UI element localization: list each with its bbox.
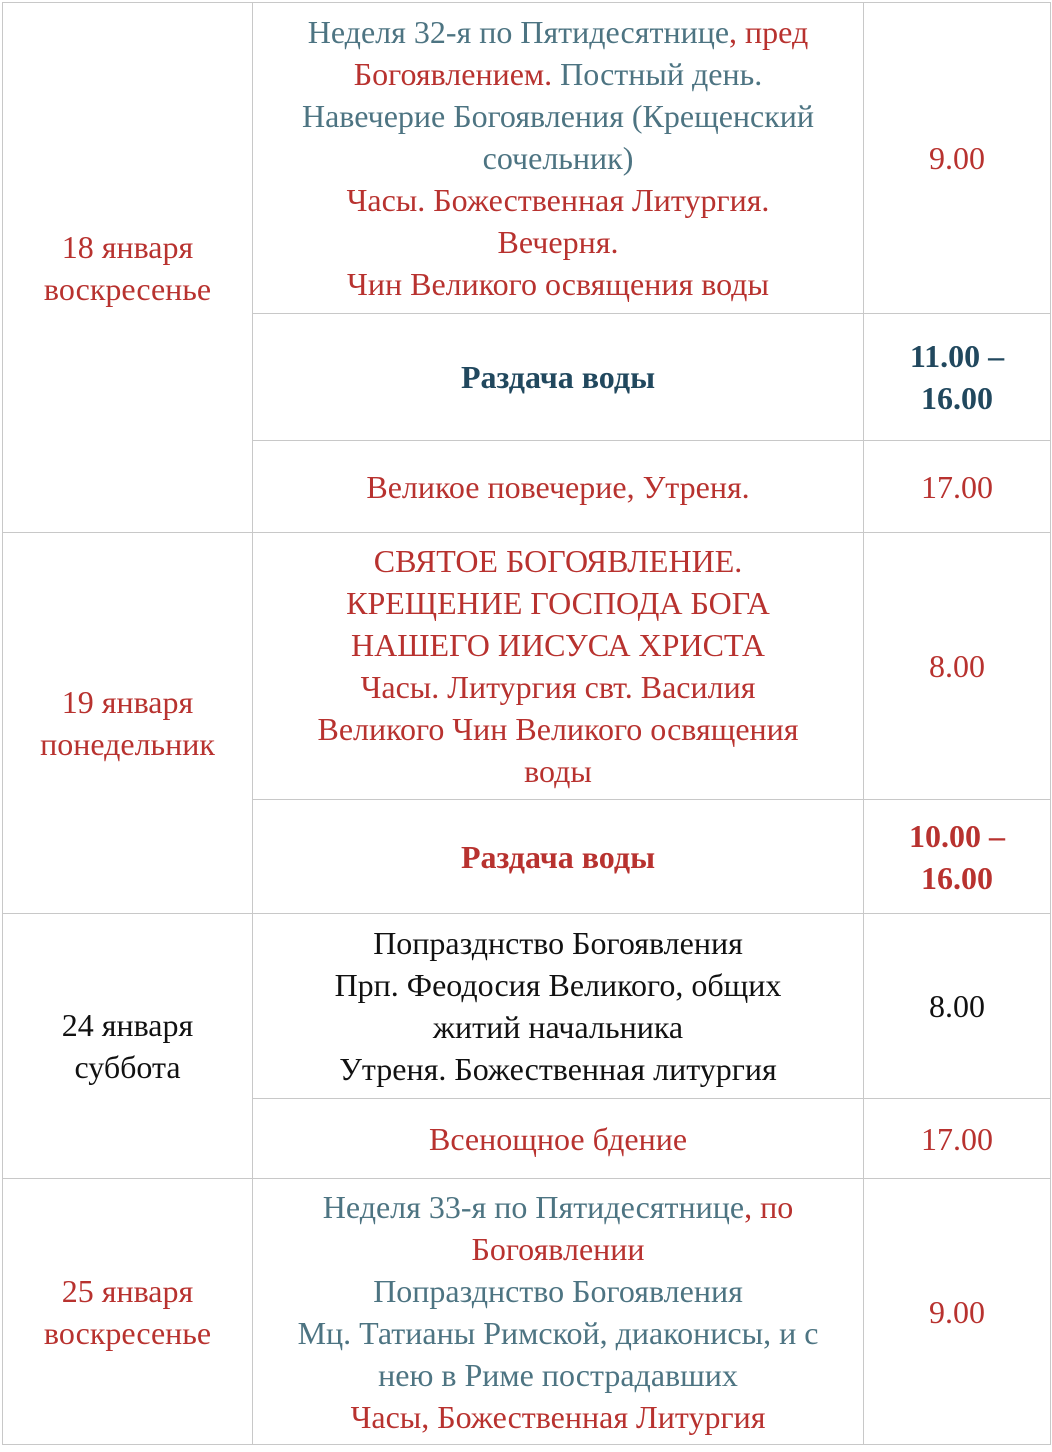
service-text: Всенощное бдение: [428, 1120, 688, 1157]
time-cell: [864, 800, 1051, 914]
schedule-body: [3, 3, 1051, 1445]
service-line: [259, 964, 857, 1006]
table-row: [3, 533, 1051, 800]
service-text: Богоявлением.: [353, 56, 553, 92]
time-cell: [864, 1179, 1051, 1445]
service-cell: [253, 441, 864, 533]
time-text: 9.00: [929, 140, 985, 176]
service-line: [259, 1048, 857, 1090]
service-line: [259, 179, 857, 221]
service-text: Постный день.: [552, 56, 763, 92]
time-cell: [864, 1099, 1051, 1179]
service-text: , по: [744, 1188, 794, 1225]
service-text: Мц. Татианы Римской, диаконисы, и с: [297, 1314, 819, 1351]
service-line: [259, 1118, 857, 1160]
time-text: 16.00: [921, 380, 993, 416]
date-cell: [3, 3, 253, 533]
service-text: СВЯТОЕ БОГОЯВЛЕНИЕ.: [373, 543, 743, 579]
service-line: [259, 263, 857, 305]
date-text: 24 января: [61, 1007, 194, 1043]
service-line: [259, 540, 857, 582]
service-line: [259, 1006, 857, 1048]
service-text: Утреня. Божественная литургия: [339, 1051, 777, 1087]
service-cell: [253, 914, 864, 1099]
table-row: [3, 3, 1051, 314]
date-text: 25 января: [61, 1272, 194, 1309]
service-cell: [253, 800, 864, 914]
service-cell: [253, 1099, 864, 1179]
service-text: Великого Чин Великого освящения: [317, 711, 799, 747]
service-line: [259, 836, 857, 878]
service-line: [259, 1354, 857, 1396]
date-cell: [3, 1179, 253, 1445]
service-line: [259, 708, 857, 750]
date-cell: [3, 914, 253, 1179]
service-text: Раздача воды: [460, 838, 656, 875]
time-text: 8.00: [929, 648, 985, 684]
weekday-text: суббота: [74, 1049, 181, 1085]
service-text: Чин Великого освящения воды: [347, 266, 769, 302]
service-text: Часы, Божественная Литургия: [350, 1398, 766, 1435]
service-text: НАШЕГО ИИСУСА ХРИСТА: [351, 627, 765, 663]
service-text: Вечерня.: [497, 224, 619, 260]
service-text: нею в Риме пострадавших: [378, 1356, 738, 1393]
time-cell: [864, 533, 1051, 800]
service-line: [259, 624, 857, 666]
service-line: [259, 356, 857, 398]
service-line: [259, 1186, 857, 1228]
weekday-text: воскресенье: [43, 270, 212, 307]
time-text: 10.00 –: [909, 817, 1005, 854]
service-text: Неделя 33-я по Пятидесятнице: [322, 1188, 745, 1225]
time-cell: [864, 314, 1051, 441]
service-text: Прп. Феодосия Великого, общих: [334, 967, 782, 1003]
service-line: [259, 11, 857, 53]
weekday-text: воскресенье: [43, 1314, 212, 1351]
service-line: [259, 95, 857, 137]
service-line: [259, 922, 857, 964]
time-cell: [864, 914, 1051, 1099]
service-cell: [253, 314, 864, 441]
table-row: [3, 914, 1051, 1099]
service-text: Неделя 32-я по Пятидесятнице: [307, 14, 730, 50]
time-text: 16.00: [921, 859, 993, 896]
service-line: [259, 750, 857, 792]
table-row: [3, 1179, 1051, 1445]
time-text: 9.00: [929, 1293, 985, 1330]
service-line: [259, 466, 857, 508]
service-line: [259, 666, 857, 708]
service-text: житий начальника: [432, 1009, 684, 1045]
service-text: КРЕЩЕНИЕ ГОСПОДА БОГА: [346, 585, 770, 621]
service-text: Попразднство Богоявления: [373, 925, 743, 961]
service-text: сочельник): [482, 140, 634, 176]
service-line: [259, 1396, 857, 1438]
service-text: Часы. Литургия свт. Василия: [360, 669, 756, 705]
service-text: Часы. Божественная Литургия.: [346, 182, 770, 218]
time-text: 8.00: [929, 988, 985, 1024]
service-line: [259, 1312, 857, 1354]
time-text: 17.00: [921, 468, 993, 505]
service-text: Богоявлении: [471, 1230, 645, 1267]
service-cell: [253, 3, 864, 314]
time-text: 17.00: [921, 1120, 993, 1157]
date-text: 18 января: [61, 228, 194, 265]
service-line: [259, 582, 857, 624]
service-cell: [253, 1179, 864, 1445]
service-text: воды: [524, 753, 592, 789]
service-text: Навечерие Богоявления (Крещенский: [301, 98, 815, 134]
service-text: Великое повечерие, Утреня.: [366, 468, 750, 505]
time-cell: [864, 3, 1051, 314]
service-line: [259, 221, 857, 263]
service-cell: [253, 533, 864, 800]
date-cell: [3, 533, 253, 914]
service-text: Раздача воды: [460, 359, 656, 395]
time-text: 11.00 –: [909, 338, 1005, 374]
date-text: 19 января: [61, 684, 194, 720]
weekday-text: понедельник: [40, 726, 215, 762]
service-line: [259, 53, 857, 95]
service-line: [259, 137, 857, 179]
service-schedule-table: [2, 2, 1051, 1445]
service-line: [259, 1270, 857, 1312]
service-text: Попразднство Богоявления: [373, 1272, 743, 1309]
service-line: [259, 1228, 857, 1270]
service-text: , пред: [729, 14, 809, 50]
time-cell: [864, 441, 1051, 533]
